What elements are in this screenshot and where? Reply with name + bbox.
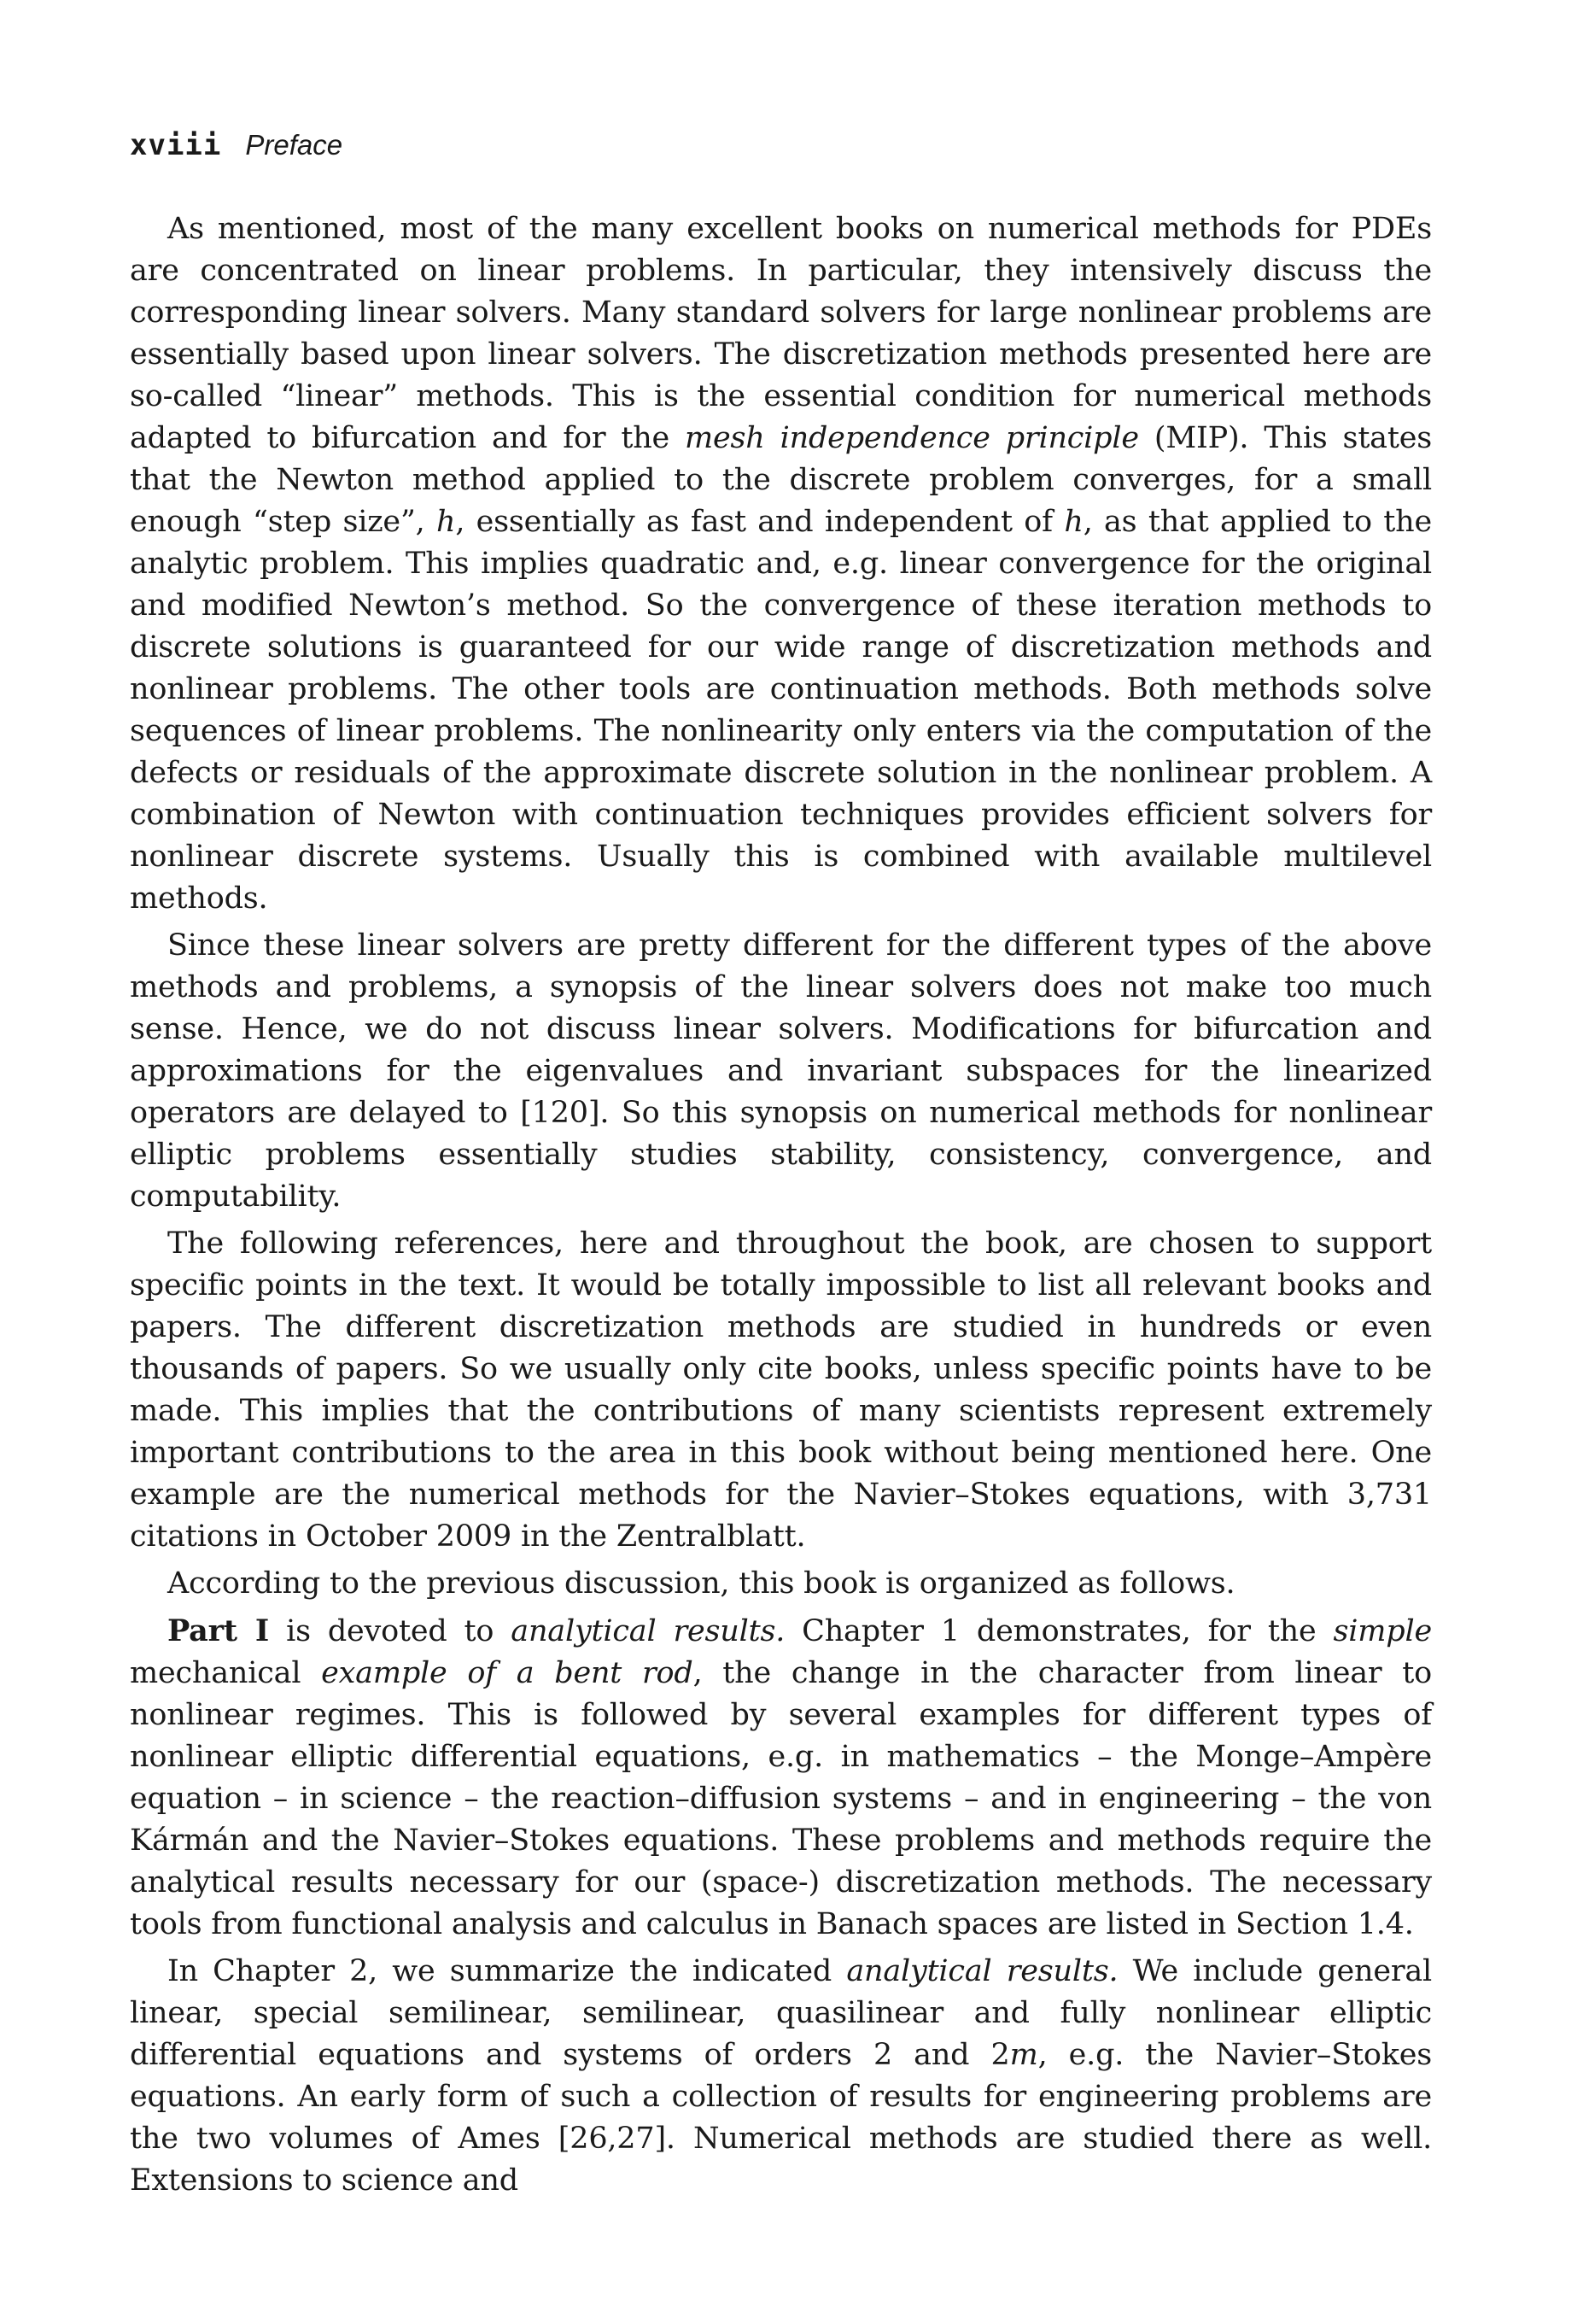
section-title: Preface	[245, 129, 343, 161]
text-run: The following references, here and throughout the book, are chosen to support specific points in the text. It would be totally impossible to list all relevant books and papers. The different discretization methods are studied in hundreds or even thousands of papers. So we usually only cite books, unless specific points have to be made. This implies that the contributions of many scientists represent extremely important contributions to the area in this book without being mentioned here. One example are the numerical methods for the Navier–Stokes equations, with 3,731 citations in October 2009 in the Zentralblatt.	[130, 1226, 1432, 1554]
paragraph	[130, 1563, 1432, 1605]
body-text	[130, 208, 1432, 2207]
text-run: h	[1064, 505, 1084, 539]
text-run: Part I	[167, 1613, 270, 1648]
text-run: m	[1009, 2038, 1038, 2072]
text-run: , e.g. the Navier–Stokes equations. An early form of such a collection of results for engineering problems are the two volumes of Ames [26,27]. Numerical methods are studied there as well. Extensions to science and	[130, 2038, 1432, 2198]
text-run: (MIP). This states that the Newton method applied to the discrete problem converges, for a small enough “step size”,	[130, 421, 1432, 539]
running-head	[130, 128, 342, 179]
text-run: mechanical	[130, 1656, 322, 1690]
text-run: analytical results.	[846, 1954, 1119, 1988]
text-run: example of a bent rod	[321, 1656, 693, 1690]
text-run: As mentioned, most of the many excellent books on numerical methods for PDEs are concentrated on linear problems. In particular, they intensively discuss the corresponding linear solvers. Many standard solvers for large nonlinear problems are essentially based upon linear solvers. The discretization methods presented here are so-called “linear” methods. This is the essential condition for numerical methods adapted to bifurcation and for the	[130, 212, 1432, 455]
text-run: According to the previous discussion, this book is organized as follows.	[167, 1566, 1235, 1601]
paragraph	[130, 1610, 1432, 1946]
paragraph	[130, 1951, 1432, 2202]
text-run: is devoted to	[269, 1614, 511, 1648]
text-run: , as that applied to the analytic problem. This implies quadratic and, e.g. linear convergence for the original and modified Newton’s method. So the convergence of these iteration methods to discrete solutions is guaranteed for our wide range of discretization methods and nonlinear problems. The other tools are continuation methods. Both methods solve sequences of linear problems. The nonlinearity only enters via the computation of the defects or residuals of the approximate discrete solution in the nonlinear problem. A combination of Newton with continuation techniques provides efficient solvers for nonlinear discrete systems. Usually this is combined with available multilevel methods.	[130, 505, 1432, 916]
text-run: We include general linear, special semilinear, semilinear, quasilinear and fully nonlinear elliptic differential equations and systems of orders 2 and 2	[130, 1954, 1433, 2072]
text-run: Since these linear solvers are pretty different for the different types of the above methods and problems, a synopsis of the linear solvers does not make too much sense. Hence, we do not discuss linear solvers. Modifications for bifurcation and approximations for the eigenvalues and invariant subspaces for the linearized operators are delayed to [120]. So this synopsis on numerical methods for nonlinear elliptic problems essentially studies stability, consistency, convergence, and computability.	[130, 928, 1432, 1214]
text-run: analytical results.	[511, 1614, 786, 1648]
text-run: In Chapter 2, we summarize the indicated	[167, 1954, 847, 1988]
paragraph	[130, 925, 1432, 1218]
page-number: xviii	[130, 128, 222, 162]
paragraph	[130, 208, 1432, 920]
paragraph	[130, 1223, 1432, 1558]
text-run: simple	[1333, 1614, 1432, 1648]
text-run: , essentially as fast and independent of	[455, 505, 1065, 539]
text-run: mesh independence principle	[685, 421, 1139, 455]
text-run: h	[435, 505, 456, 539]
text-run: , the change in the character from linear to nonlinear regimes. This is followed by several examples for different types of nonlinear elliptic differential equations, e.g. in mathematics – the Monge–Ampère equation – in science – the reaction–diffusion systems – and in engineering – the von Kármán and the Navier–Stokes equations. These problems and methods require the analytical results necessary for our (space-) discretization methods. The necessary tools from functional analysis and calculus in Banach spaces are listed in Section 1.4.	[130, 1656, 1432, 1941]
text-run: Chapter 1 demonstrates, for the	[785, 1614, 1334, 1648]
